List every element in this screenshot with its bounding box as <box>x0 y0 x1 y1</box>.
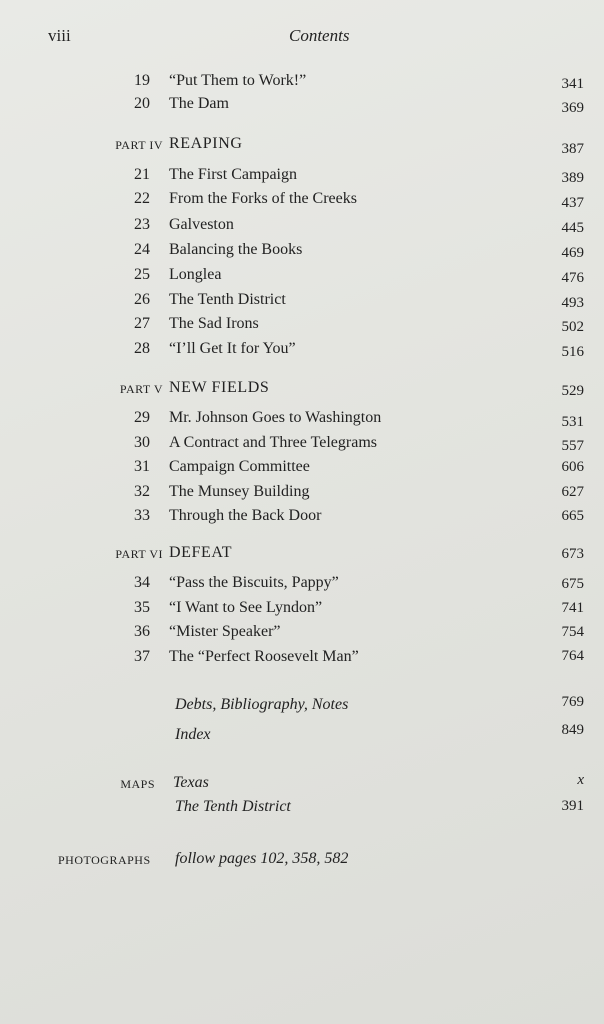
chapter-number: 20 <box>134 95 150 112</box>
chapter-page: 531 <box>561 414 584 430</box>
part-label: PART IV <box>115 138 163 152</box>
chapter-page: 516 <box>561 344 584 360</box>
chapter-title: Mr. Johnson Goes to Washington <box>169 409 382 426</box>
chapter-number: 28 <box>134 340 150 357</box>
chapter-title: The Munsey Building <box>169 483 310 500</box>
chapter-title: “Mister Speaker” <box>169 623 281 640</box>
maps-entry <box>0 774 604 798</box>
chapter-title: Through the Back Door <box>169 507 322 524</box>
part-label: PART VI <box>115 547 163 561</box>
chapter-page: 764 <box>561 648 584 664</box>
toc-entry <box>0 166 604 190</box>
toc-entry <box>0 434 604 458</box>
chapter-title: Galveston <box>169 216 234 233</box>
toc-entry <box>0 190 604 214</box>
chapter-number: 31 <box>134 458 150 475</box>
part-title: REAPING <box>169 135 243 152</box>
toc-entry <box>0 216 604 240</box>
chapter-page: 369 <box>561 100 584 116</box>
chapter-number: 24 <box>134 241 150 258</box>
map-page: 391 <box>561 798 584 814</box>
chapter-title: The First Campaign <box>169 166 297 183</box>
photographs-label: PHOTOGRAPHS <box>58 853 151 867</box>
chapter-title: Balancing the Books <box>169 241 303 258</box>
toc-entry <box>0 72 604 96</box>
chapter-page: 389 <box>561 170 584 186</box>
chapter-title: A Contract and Three Telegrams <box>169 434 377 451</box>
toc-entry <box>0 266 604 290</box>
map-title: The Tenth District <box>175 798 291 815</box>
chapter-number: 25 <box>134 266 150 283</box>
chapter-page: 469 <box>561 245 584 261</box>
part-heading <box>0 379 604 403</box>
toc-entry <box>0 458 604 482</box>
chapter-number: 36 <box>134 623 150 640</box>
chapter-page: 741 <box>561 600 584 616</box>
part-page: 529 <box>561 383 584 399</box>
toc-entry <box>0 507 604 531</box>
chapter-title: The Sad Irons <box>169 315 259 332</box>
toc-entry <box>0 599 604 623</box>
chapter-number: 32 <box>134 483 150 500</box>
chapter-page: 754 <box>561 624 584 640</box>
chapter-page: 606 <box>561 459 584 475</box>
maps-entry <box>0 798 604 822</box>
chapter-page: 502 <box>561 319 584 335</box>
chapter-number: 30 <box>134 434 150 451</box>
chapter-number: 35 <box>134 599 150 616</box>
photographs-text: follow pages 102, 358, 582 <box>175 850 349 867</box>
back-matter-title: Debts, Bibliography, Notes <box>175 696 349 713</box>
chapter-number: 29 <box>134 409 150 426</box>
toc-entry <box>0 409 604 433</box>
chapter-number: 37 <box>134 648 150 665</box>
toc-entry <box>0 623 604 647</box>
chapter-page: 557 <box>561 438 584 454</box>
back-matter-page: 769 <box>561 694 584 710</box>
page-title: Contents <box>289 26 350 45</box>
chapter-title: “Pass the Biscuits, Pappy” <box>169 574 339 591</box>
chapter-page: 665 <box>561 508 584 524</box>
part-page: 387 <box>561 141 584 157</box>
part-heading <box>0 544 604 568</box>
chapter-number: 22 <box>134 190 150 207</box>
chapter-number: 23 <box>134 216 150 233</box>
map-title: Texas <box>173 774 209 791</box>
chapter-number: 21 <box>134 166 150 183</box>
part-title: DEFEAT <box>169 544 233 561</box>
back-matter-page: 849 <box>561 722 584 738</box>
photographs-entry <box>0 850 604 874</box>
chapter-title: “I’ll Get It for You” <box>169 340 296 357</box>
chapter-number: 34 <box>134 574 150 591</box>
toc-entry <box>0 95 604 119</box>
back-matter-title: Index <box>175 726 211 743</box>
page-number: viii <box>48 26 71 45</box>
chapter-title: “Put Them to Work!” <box>169 72 307 89</box>
part-heading <box>0 135 604 159</box>
chapter-page: 445 <box>561 220 584 236</box>
map-page: x <box>577 772 584 788</box>
chapter-page: 675 <box>561 576 584 592</box>
chapter-title: “I Want to See Lyndon” <box>169 599 323 616</box>
chapter-number: 33 <box>134 507 150 524</box>
toc-entry <box>0 574 604 598</box>
chapter-title: The Dam <box>169 95 229 112</box>
toc-entry <box>0 696 604 720</box>
toc-entry <box>0 315 604 339</box>
chapter-page: 627 <box>561 484 584 500</box>
chapter-title: Campaign Committee <box>169 458 310 475</box>
toc-entry <box>0 291 604 315</box>
chapter-title: The “Perfect Roosevelt Man” <box>169 648 359 665</box>
toc-entry <box>0 340 604 364</box>
chapter-number: 27 <box>134 315 150 332</box>
chapter-title: Longlea <box>169 266 222 283</box>
toc-entry <box>0 648 604 672</box>
chapter-title: From the Forks of the Creeks <box>169 190 357 207</box>
maps-label: MAPS <box>120 777 155 791</box>
chapter-number: 26 <box>134 291 150 308</box>
chapter-page: 493 <box>561 295 584 311</box>
chapter-number: 19 <box>134 72 150 89</box>
chapter-page: 437 <box>561 195 584 211</box>
toc-entry <box>0 483 604 507</box>
part-title: NEW FIELDS <box>169 379 270 396</box>
chapter-title: The Tenth District <box>169 291 286 308</box>
part-page: 673 <box>561 546 584 562</box>
toc-entry <box>0 241 604 265</box>
part-label: PART V <box>119 382 163 396</box>
toc-entry <box>0 722 604 750</box>
chapter-page: 341 <box>561 76 584 92</box>
chapter-page: 476 <box>561 270 584 286</box>
